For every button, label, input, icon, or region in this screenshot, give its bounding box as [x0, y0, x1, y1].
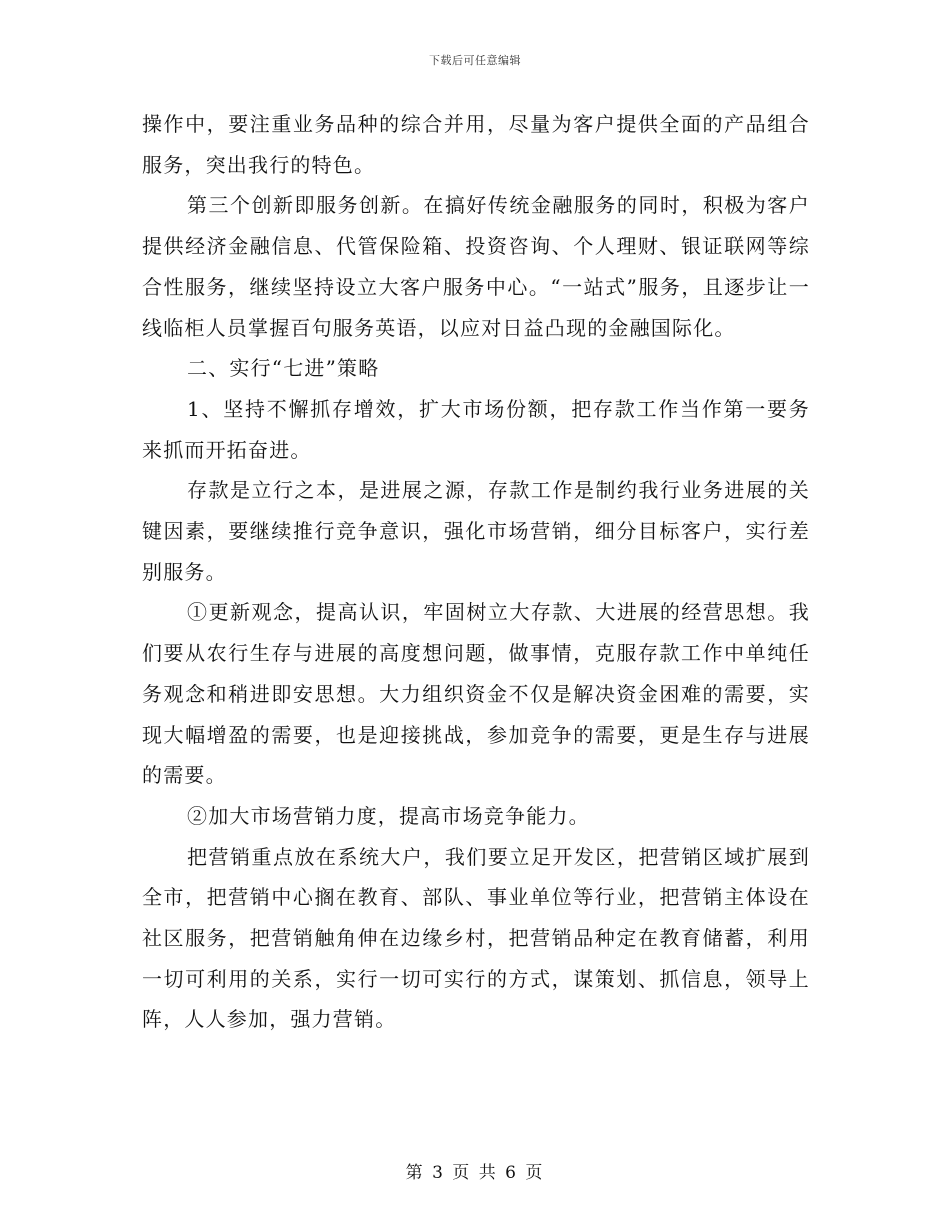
- page-number: 第 3 页 共 6 页: [405, 1163, 545, 1183]
- paragraph-7: 把营销重点放在系统大户，我们要立足开发区，把营销区域扩展到全市，把营销中心搁在教育、部队、事业单位等行业，把营销主体设在社区服务，把营销触角伸在边缘乡村，把营销品种定在教育储蓄，利用一切可利用的关系，实行一切可实行的方式，谋策划、抓信息，领导上阵，人人参加，强力营销。: [142, 844, 810, 1032]
- document-body: [142, 104, 810, 1040]
- paragraph-5: ①更新观念，提高认识，牢固树立大存款、大进展的经营思想。我们要从农行生存与进展的高度想问题，做事情，克服存款工作中单纯任务观念和稍进即安思想。大力组织资金不仅是解决资金困难的需要，实现大幅增盈的需要，也是迎接挑战，参加竞争的需要，更是生存与进展的需要。: [142, 600, 810, 788]
- paragraph-6: ②加大市场营销力度，提高市场竞争能力。: [187, 803, 590, 828]
- paragraph-1: 操作中，要注重业务品种的综合并用，尽量为客户提供全面的产品组合服务，突出我行的特色。: [142, 112, 810, 177]
- paragraph-3: 1、坚持不懈抓存增效，扩大市场份额，把存款工作当作第一要务来抓而开拓奋进。: [142, 396, 810, 462]
- paragraph-4: 存款是立行之本，是进展之源，存款工作是制约我行业务进展的关键因素，要继续推行竞争意识，强化市场营销，细分目标客户，实行差别服务。: [142, 478, 810, 584]
- page-header-note: 下载后可任意编辑: [429, 54, 521, 67]
- paragraph-2: 第三个创新即服务创新。在搞好传统金融服务的同时，积极为客户提供经济金融信息、代管保险箱、投资咨询、个人理财、银证联网等综合性服务，继续坚持设立大客户服务中心。“一站式”服务，且逐步让一线临柜人员掌握百句服务英语，以应对日益凸现的金融国际化。: [142, 193, 810, 340]
- section-heading: 二、实行“七进”策略: [187, 356, 380, 381]
